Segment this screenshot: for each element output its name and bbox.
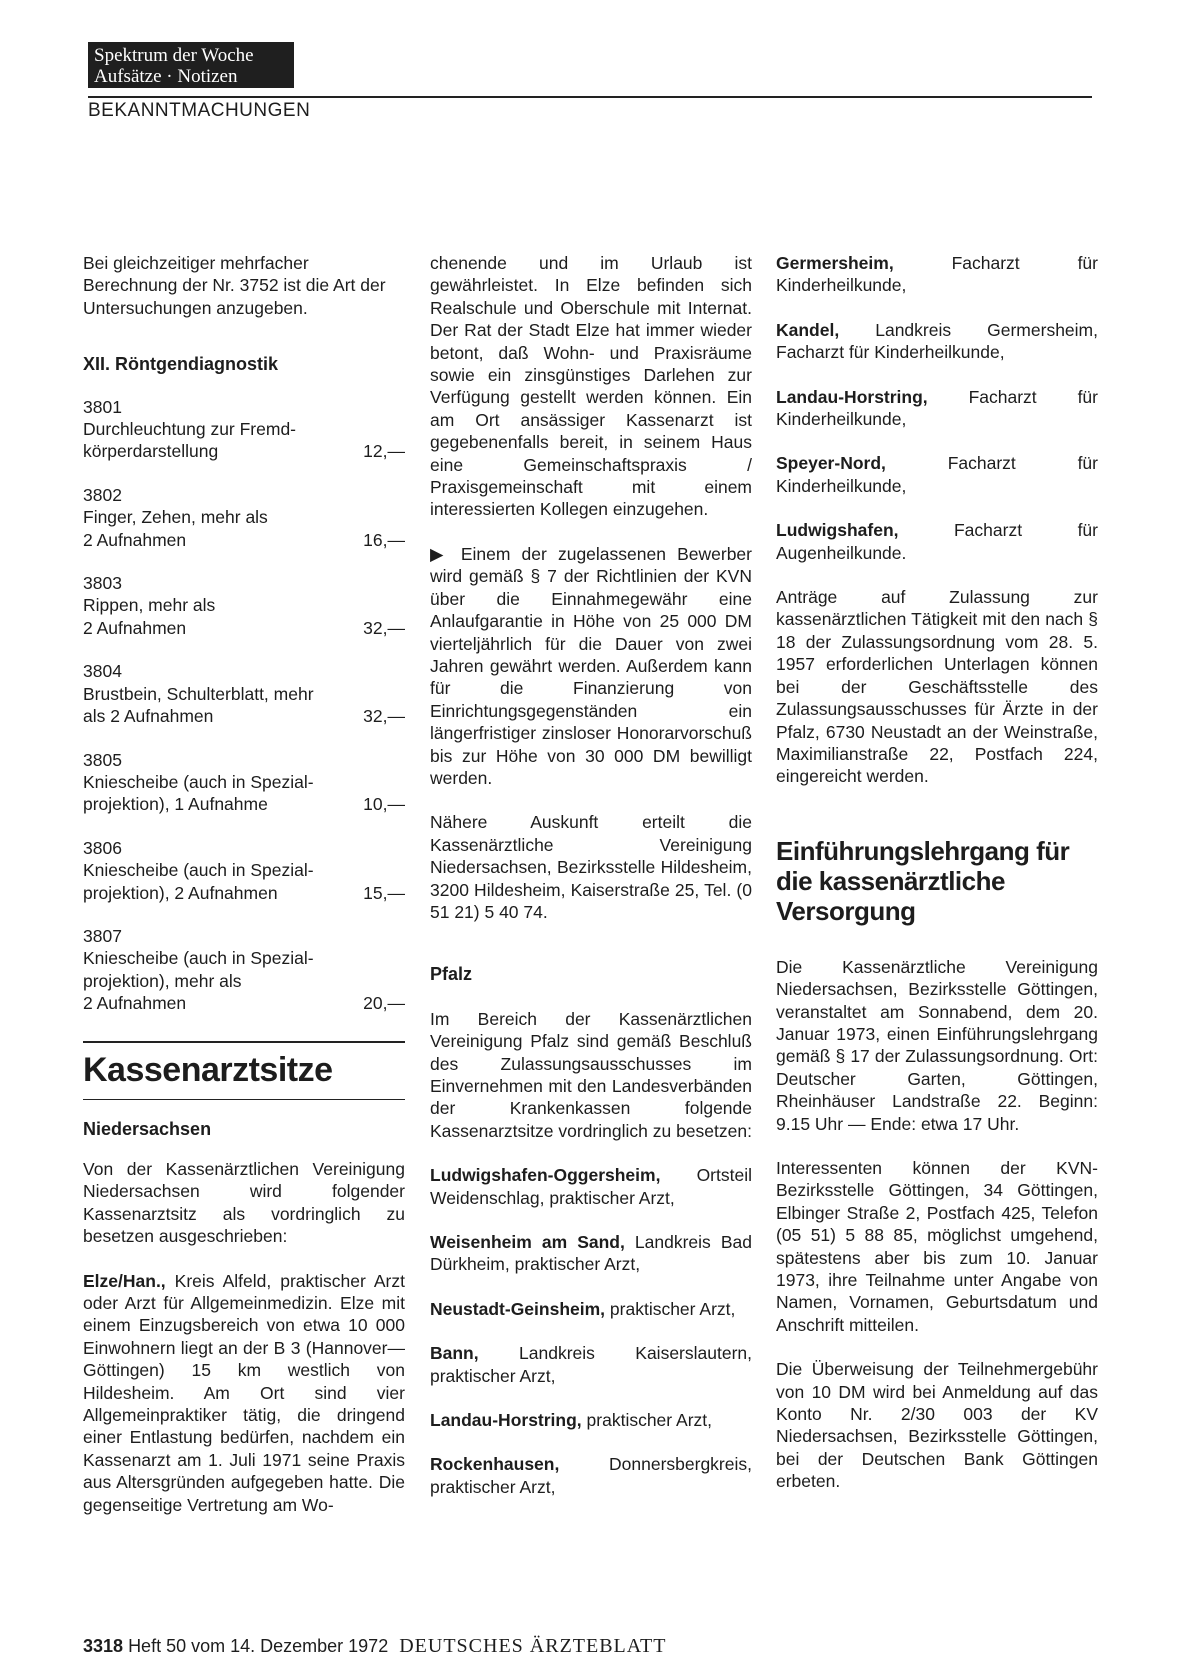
tariff-amount: 12,—	[363, 441, 405, 462]
tariff-description: Kniescheibe (auch in Spezial-	[83, 771, 314, 792]
einfuehrungslehrgang-title: Einführungslehrgang für die kassenärztliche Versorgung	[776, 835, 1070, 926]
tariff-code: 3807	[83, 925, 122, 946]
location-entry	[776, 386, 1098, 431]
location-description: Facharzt für Kinderheilkunde,	[776, 453, 1098, 496]
tariff-line	[83, 418, 405, 440]
location-description: Landkreis Bad Dürkheim, praktischer Arzt,	[430, 1232, 752, 1275]
tariff-code: 3803	[83, 573, 122, 594]
location-name: Germersheim,	[776, 253, 894, 273]
tariff-line	[83, 882, 405, 904]
tariff-code: 3802	[83, 484, 122, 505]
location-name: Bann,	[430, 1343, 479, 1364]
column-1	[83, 252, 405, 1538]
niedersachsen-intro: Von der Kassenärztlichen Vereinigung Niedersachsen wird folgender Kassenarztsitz als vordringlich zu besetzen ausgeschrieben:	[83, 1158, 405, 1247]
tariff-description: Durchleuchtung zur Fremd-	[83, 419, 296, 440]
location-entry	[776, 252, 1098, 297]
location-entry	[430, 1453, 752, 1498]
tariff-item	[83, 484, 405, 551]
tariff-code: 3801	[83, 396, 122, 417]
badge-line-2: Aufsätze · Notizen	[94, 66, 238, 87]
tariff-item	[83, 925, 405, 1015]
tariff-item	[83, 749, 405, 816]
tariff-amount: 32,—	[363, 617, 405, 638]
location-name: Landau-Horstring,	[430, 1410, 582, 1431]
tariff-description: als 2 Aufnahmen	[83, 706, 214, 727]
column-3	[776, 252, 1098, 1515]
tariff-description: Brustbein, Schulterblatt, mehr	[83, 683, 314, 704]
column-2	[430, 252, 752, 1520]
tariff-description: Rippen, mehr als	[83, 595, 216, 616]
interessenten-paragraph: Interessenten können der KVN-Bezirksstelle Göttingen, 34 Göttingen, Elbinger Straße 2, Postfach 425, Telefon (05 51) 5 88 85, möglichst umgehend, spätestens aber bis zum 10. Januar 1973, ihre Teilnahme unter Angabe von Namen, Vornamen, Geburtsdatum und Anschrift mitteilen.	[776, 1157, 1098, 1335]
page-number: 3318	[83, 1636, 124, 1656]
tariff-list	[83, 396, 405, 1015]
kassenarztsitze-title: Kassenarztsitze	[83, 1050, 333, 1089]
tariff-code: 3806	[83, 837, 122, 858]
tariff-description: körperdarstellung	[83, 441, 219, 462]
gebuehr-paragraph: Die Überweisung der Teilnehmergebühr von 10 DM wird bei Anmeldung auf das Konto Nr. 2/30 003 der KV Niedersachsen, Bezirksstelle Göttingen, bei der Deutschen Bank Göttingen erbeten.	[776, 1359, 1098, 1492]
tariff-description: projektion), 1 Aufnahme	[83, 794, 268, 815]
location-entry	[430, 1164, 752, 1209]
title-rule-top	[83, 1041, 405, 1043]
section-heading: BEKANNTMACHUNGEN	[88, 100, 311, 121]
specialist-list	[776, 252, 1098, 564]
tariff-line	[83, 992, 405, 1014]
tariff-description: 2 Aufnahmen	[83, 993, 187, 1014]
location-description: Ortsteil Weidenschlag, praktischer Arzt,	[430, 1165, 752, 1208]
pfalz-heading: Pfalz	[430, 964, 473, 985]
tariff-line	[83, 594, 405, 616]
location-description: Donnersbergkreis, praktischer Arzt,	[430, 1454, 752, 1497]
tariff-amount: 15,—	[363, 882, 405, 903]
tariff-line	[83, 506, 405, 528]
tariff-description: projektion), 2 Aufnahmen	[83, 882, 278, 903]
lehrgang-paragraph: Die Kassenärztliche Vereinigung Niedersachsen, Bezirksstelle Göttingen, veranstaltet am Sonnabend, dem 20. Januar 1973, einen Einführungslehrgang gemäß § 17 der Zulassungsordnung. Ort: Deutscher Garten, Göttingen, Rheinhäuser Landstraße 22. Beginn: 9.15 Uhr — Ende: etwa 17 Uhr.	[776, 956, 1098, 1134]
tariff-line	[83, 683, 405, 705]
location-entry	[776, 452, 1098, 497]
tariff-description: 2 Aufnahmen	[83, 529, 187, 550]
location-entry	[430, 1342, 752, 1387]
tariff-amount: 20,—	[363, 993, 405, 1014]
location-name: Kandel,	[776, 319, 840, 340]
tariff-line	[83, 705, 405, 727]
roentgen-heading: XII. Röntgendiagnostik	[83, 354, 279, 375]
location-name: Neustadt-Geinsheim,	[430, 1298, 606, 1319]
tariff-amount: 10,—	[363, 794, 405, 815]
location-name: Landau-Horstring,	[776, 386, 928, 407]
location-name: Speyer-Nord,	[776, 453, 886, 474]
location-entry	[430, 1409, 752, 1431]
tariff-line	[83, 970, 405, 992]
location-description: praktischer Arzt,	[581, 1410, 712, 1431]
tariff-description: projektion), mehr als	[83, 970, 242, 991]
tariff-item	[83, 572, 405, 639]
location-description: praktischer Arzt,	[605, 1298, 736, 1319]
title-rule-bottom	[83, 1099, 405, 1100]
elze-paragraph	[83, 1270, 405, 1516]
tariff-line	[83, 440, 405, 462]
tariff-code: 3804	[83, 661, 122, 682]
tariff-description: Finger, Zehen, mehr als	[83, 507, 268, 528]
elze-text: Kreis Alfeld, praktischer Arzt oder Arzt für Allgemeinmedizin. Elze mit einem Einzugsbereich von etwa 10 000 Einwohnern liegt an der B 3 (Hannover—Göttingen) 15 km westlich von Hildesheim. Am Ort sind vier Allgemeinpraktiker tätig, die dringend einer Entlastung bedürfen, nachdem ein Kassenarzt am 1. Juli 1971 seine Praxis aus Altersgründen aufgegeben hatte. Die gegenseitige Vertretung am Wo-	[83, 1270, 405, 1515]
location-name: Weisenheim am Sand,	[430, 1232, 625, 1253]
anlaufgarantie-text: Einem der zugelassenen Bewerber wird gemäß § 7 der Richtlinien der KVN über die Einnahmegewähr eine Anlaufgarantie in Höhe von 25 000 DM vierteljährlich für die Dauer von zwei Jahren gewährt werden. Außerdem kann für die Finanzierung von Einrichtungsgegenständen ein längerfristiger zinsloser Honorarvorschuß bis zur Höhe von 30 000 DM bewilligt werden.	[430, 543, 752, 788]
anlaufgarantie-paragraph	[430, 543, 752, 789]
section-badge	[88, 42, 294, 88]
issue-info: Heft 50 vom 14. Dezember 1972	[128, 1636, 389, 1656]
location-description: Landkreis Germersheim, Facharzt für Kinderheilkunde,	[776, 319, 1098, 363]
page-footer	[83, 1635, 666, 1658]
antraege-paragraph: Anträge auf Zulassung zur kassenärztlichen Tätigkeit mit den nach § 18 der Zulassungsordnung vom 28. 5. 1957 erforderlichen Unterlagen können bei der Geschäftsstelle des Zulassungsausschusses für Ärzte in der Pfalz, 6730 Neustadt an der Weinstraße, Maximilianstraße 22, Postfach 224, eingereicht werden.	[776, 587, 1098, 787]
journal-name: DEUTSCHES ÄRZTEBLATT	[399, 1635, 667, 1657]
location-entry	[776, 319, 1098, 364]
tariff-line	[83, 947, 405, 969]
triangle-marker-icon: ▶	[430, 543, 450, 564]
niedersachsen-heading: Niedersachsen	[83, 1118, 212, 1139]
location-description: Facharzt für Kinderheilkunde,	[776, 386, 1098, 430]
elze-name: Elze/Han.,	[83, 1270, 166, 1291]
auskunft-paragraph: Nähere Auskunft erteilt die Kassenärztliche Vereinigung Niedersachsen, Bezirksstelle Hildesheim, 3200 Hildesheim, Kaiserstraße 25, Tel. (0 51 21) 5 40 74.	[430, 812, 752, 922]
tariff-item	[83, 396, 405, 463]
location-description: Facharzt für Augenheilkunde.	[776, 520, 1098, 563]
badge-line-1: Spektrum der Woche	[94, 45, 254, 66]
location-entry	[430, 1231, 752, 1276]
pfalz-intro: Im Bereich der Kassenärztlichen Vereinigung Pfalz sind gemäß Beschluß des Zulassungsausschusses im Einvernehmen mit den Landesverbänden der Krankenkassen folgende Kassenarztsitze vordringlich zu besetzen:	[430, 1008, 752, 1141]
tariff-description: Kniescheibe (auch in Spezial-	[83, 948, 314, 969]
location-entry	[430, 1298, 752, 1320]
tariff-line	[83, 859, 405, 881]
elze-continued: chenende und im Urlaub ist gewährleistet. In Elze befinden sich Realschule und Oberschule mit Internat. Der Rat der Stadt Elze hat immer wieder betont, daß Wohn- und Praxisräume sowie ein zinsgünstiges Darlehen zur Verfügung gestellt werden können. Ein am Ort ansässiger Kassenarzt ist gegebenenfalls bereit, in seinem Haus eine Gemeinschaftspraxis / Praxisgemeinschaft mit einem interessierten Kollegen einzugehen.	[430, 253, 752, 520]
tariff-item	[83, 837, 405, 904]
tariff-amount: 16,—	[363, 529, 405, 550]
tariff-line	[83, 793, 405, 815]
location-description: Landkreis Kaiserslautern, praktischer Arzt,	[430, 1343, 752, 1386]
intro-paragraph: Bei gleichzeitiger mehrfacher Berechnung der Nr. 3752 ist die Art der Untersuchungen anzugeben.	[83, 253, 386, 318]
tariff-description: 2 Aufnahmen	[83, 617, 187, 638]
tariff-code: 3805	[83, 749, 122, 770]
tariff-line	[83, 529, 405, 551]
tariff-amount: 32,—	[363, 706, 405, 727]
tariff-line	[83, 771, 405, 793]
tariff-line	[83, 617, 405, 639]
location-name: Rockenhausen,	[430, 1454, 560, 1475]
pfalz-list	[430, 1164, 752, 1498]
tariff-description: Kniescheibe (auch in Spezial-	[83, 860, 314, 881]
tariff-item	[83, 660, 405, 727]
location-name: Ludwigshafen-Oggersheim,	[430, 1165, 661, 1186]
location-description: Facharzt für Kinderheilkunde,	[776, 253, 1098, 296]
header-rule	[88, 96, 1092, 98]
location-name: Ludwigshafen,	[776, 520, 899, 541]
location-entry	[776, 519, 1098, 564]
